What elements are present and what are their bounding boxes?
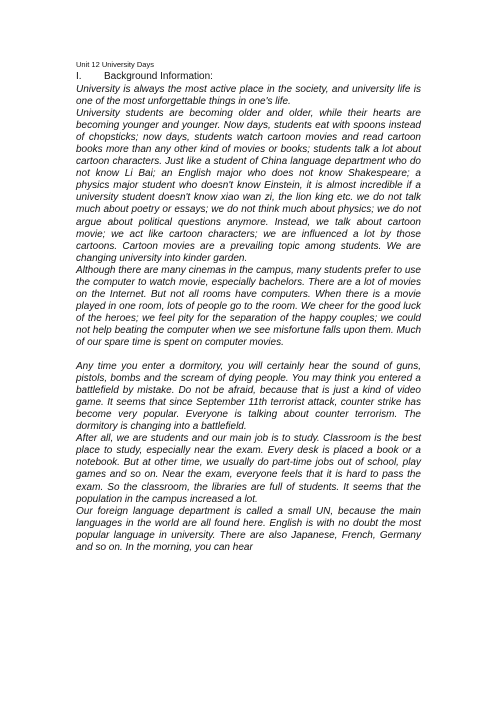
document-body	[76, 84, 421, 554]
paragraph-intro: University is always the most active place in the society, and university life is one of the most unforgettable things in one's life.	[76, 84, 421, 108]
paragraph-cartoons: University students are becoming older and older, while their hearts are becoming younger and younger. Now days, students eat with spoons instead of chopsticks; now days, students watch cartoon movies and read cartoon books more than any other kind of movies or books; students talk a lot about cartoon characters. Just like a student of China language department who do not know Li Bai; an English major who does not know Shakespeare; a physics major student who doesn't know Einstein, it is almost incredible if a university student doesn't know xiao wan zi, the lion king etc. we do not talk much about poetry or essays; we do not think much about physics; we do not argue about political questions anymore. Instead, we talk about cartoon movie; we act like cartoon characters; we are influenced a lot by those cartoons. Cartoon movies are a prevailing topic among students. We are changing university into kinder garden.	[76, 108, 421, 264]
section-number: I.	[76, 71, 82, 82]
section-title: Background Information:	[104, 71, 213, 82]
section-heading	[76, 71, 213, 83]
paragraph-movies: Although there are many cinemas in the campus, many students prefer to use the computer to watch movie, especially bachelors. There are a lot of movies on the Internet. But not all rooms have computers. When there is a movie played in one room, lots of people go to the room. We cheer for the good luck of the heroes; we feel pity for the separation of the happy couples; we could not help beating the computer when we see misfortune falls upon them. Much of our spare time is spent on computer movies.	[76, 264, 421, 348]
paragraph-video-games: Any time you enter a dormitory, you will certainly hear the sound of guns, pistols, bombs and the scream of dying people. You may think you entered a battlefield by mistake. Do not be afraid, because that is just a kind of video game. It seems that since September 11th terrorist attack, counter strike has become very popular. Everyone is talking about counter terrorism. The dormitory is changing into a battlefield.	[76, 361, 421, 433]
paragraph-study: After all, we are students and our main job is to study. Classroom is the best place to study, especially near the exam. Every desk is placed a book or a notebook. But at other time, we usually do part-time jobs out of school, play games and so on. Near the exam, everyone feels that it is hard to pass the exam. So the classroom, the libraries are full of students. It seems that the population in the campus increased a lot.	[76, 433, 421, 505]
unit-title: Unit 12 University Days	[76, 60, 154, 69]
paragraph-languages: Our foreign language department is called a small UN, because the main languages in the world are all found here. English is with no doubt the most popular language in university. There are also Japanese, French, Germany and so on. In the morning, you can hear	[76, 505, 421, 553]
